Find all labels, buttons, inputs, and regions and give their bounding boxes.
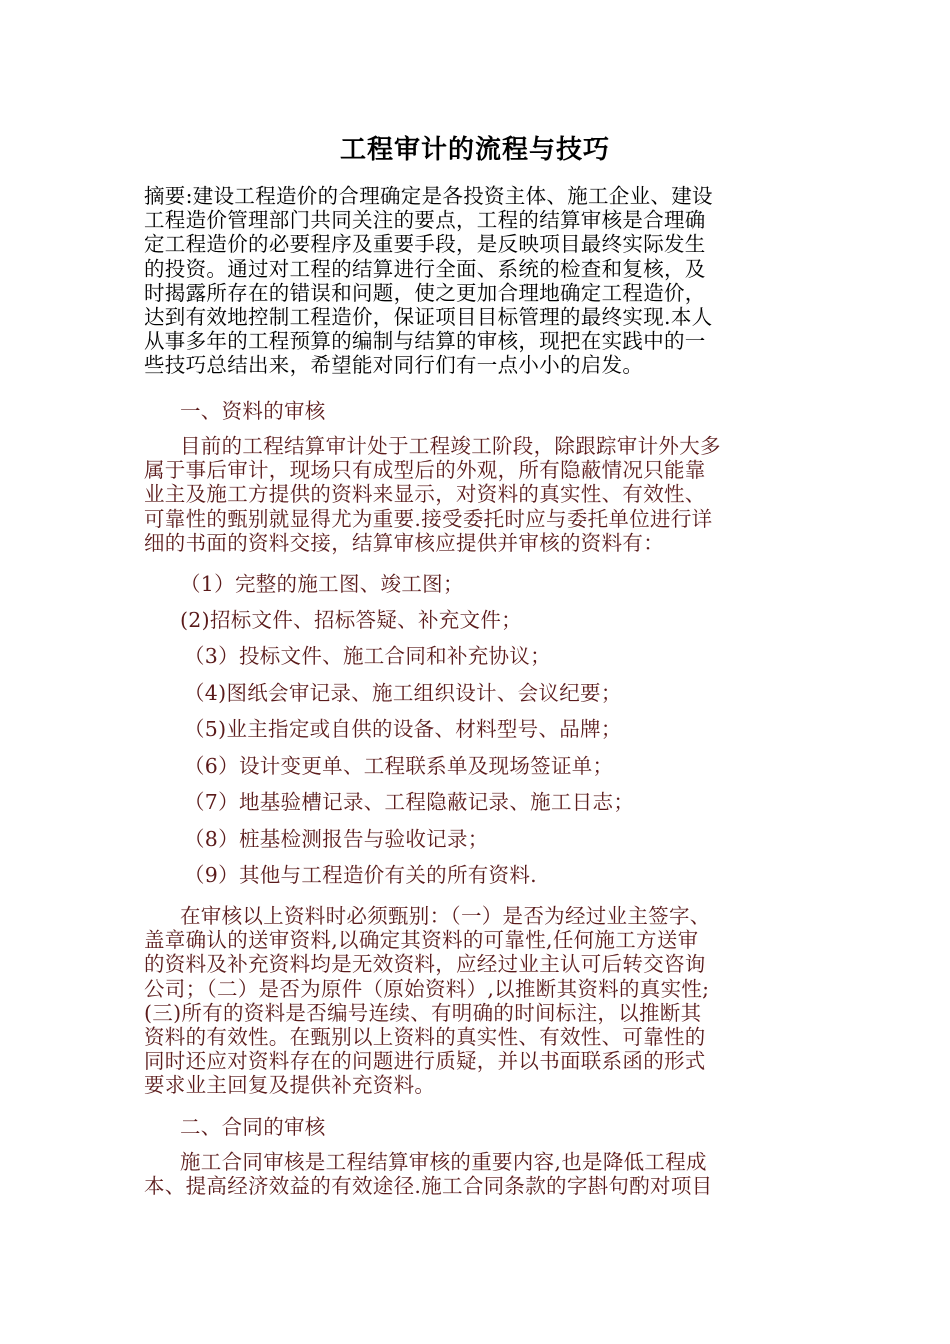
- paragraph-line: 目前的工程结算审计处于工程竣工阶段，除跟踪审计外大多: [180, 434, 721, 458]
- paragraph-line: 施工合同审核是工程结算审核的重要内容,也是降低工程成: [180, 1150, 707, 1174]
- list-item: （8）桩基检测报告与验收记录；: [184, 827, 489, 851]
- abstract-line: 摘要:建设工程造价的合理确定是各投资主体、施工企业、建设: [144, 184, 713, 208]
- list-item: (2)招标文件、招标答疑、补充文件；: [180, 608, 522, 632]
- paragraph-line: 在审核以上资料时必须甄别：（一）是否为经过业主签字、: [180, 904, 711, 928]
- materials-review-paragraph: [144, 904, 809, 1098]
- paragraph-line: 本、提高经济效益的有效途径.施工合同条款的字斟句酌对项目: [144, 1174, 713, 1199]
- abstract-line: 达到有效地控制工程造价，保证项目目标管理的最终实现.本人: [144, 305, 713, 330]
- abstract-line: 从事多年的工程预算的编制与结算的审核，现把在实践中的一: [144, 329, 706, 354]
- materials-intro-paragraph: [144, 434, 809, 555]
- section-heading-materials: 一、资料的审核: [180, 399, 326, 423]
- paragraph-line: 资料的有效性。在甄别以上资料的真实性、有效性、可靠性的: [144, 1025, 706, 1050]
- paragraph-line: 属于事后审计，现场只有成型后的外观，所有隐蔽情况只能靠: [144, 458, 706, 483]
- paragraph-line: 细的书面的资料交接，结算审核应提供并审核的资料有：: [144, 530, 664, 555]
- abstract-line: 时揭露所存在的错误和问题，使之更加合理地确定工程造价，: [144, 280, 706, 305]
- list-item: （6）设计变更单、工程联系单及现场签证单；: [184, 754, 614, 778]
- paragraph-line: 的资料及补充资料均是无效资料，应经过业主认可后转交咨询: [144, 952, 706, 977]
- list-item: （5)业主指定或自供的设备、材料型号、品牌；: [184, 717, 622, 741]
- paragraph-line: 同时还应对资料存在的问题进行质疑，并以书面联系函的形式: [144, 1049, 706, 1074]
- paragraph-line: 可靠性的甄别就显得尤为重要.接受委托时应与委托单位进行详: [144, 506, 713, 531]
- list-item: （4)图纸会审记录、施工组织设计、会议纪要；: [184, 681, 622, 705]
- paragraph-line: 公司；（二）是否为原件（原始资料）,以推断其资料的真实性;: [144, 976, 710, 1001]
- list-item: （9）其他与工程造价有关的所有资料.: [184, 863, 537, 887]
- list-item: （7）地基验槽记录、工程隐蔽记录、施工日志；: [184, 790, 635, 814]
- abstract-paragraph: [144, 184, 809, 378]
- abstract-line: 的投资。通过对工程的结算进行全面、系统的检查和复核，及: [144, 256, 706, 281]
- list-item: （3）投标文件、施工合同和补充协议；: [184, 644, 551, 668]
- paragraph-line: (三)所有的资料是否编号连续、有明确的时间标注，以推断其: [144, 1000, 702, 1025]
- section-heading-contract: 二、合同的审核: [180, 1115, 326, 1139]
- abstract-line: 定工程造价的必要程序及重要手段，是反映项目最终实际发生: [144, 232, 706, 257]
- contract-intro-paragraph: [144, 1150, 809, 1198]
- paragraph-line: 盖章确认的送审资料,以确定其资料的可靠性,任何施工方送审: [144, 928, 699, 953]
- abstract-line: 工程造价管理部门共同关注的要点，工程的结算审核是合理确: [144, 208, 706, 233]
- document-title: 工程审计的流程与技巧: [339, 135, 610, 165]
- list-item: （1）完整的施工图、竣工图；: [180, 572, 464, 596]
- paragraph-line: 业主及施工方提供的资料来显示，对资料的真实性、有效性、: [144, 482, 706, 507]
- abstract-line: 些技巧总结出来，希望能对同行们有一点小小的启发。: [144, 353, 644, 378]
- paragraph-line: 要求业主回复及提供补充资料。: [144, 1073, 436, 1098]
